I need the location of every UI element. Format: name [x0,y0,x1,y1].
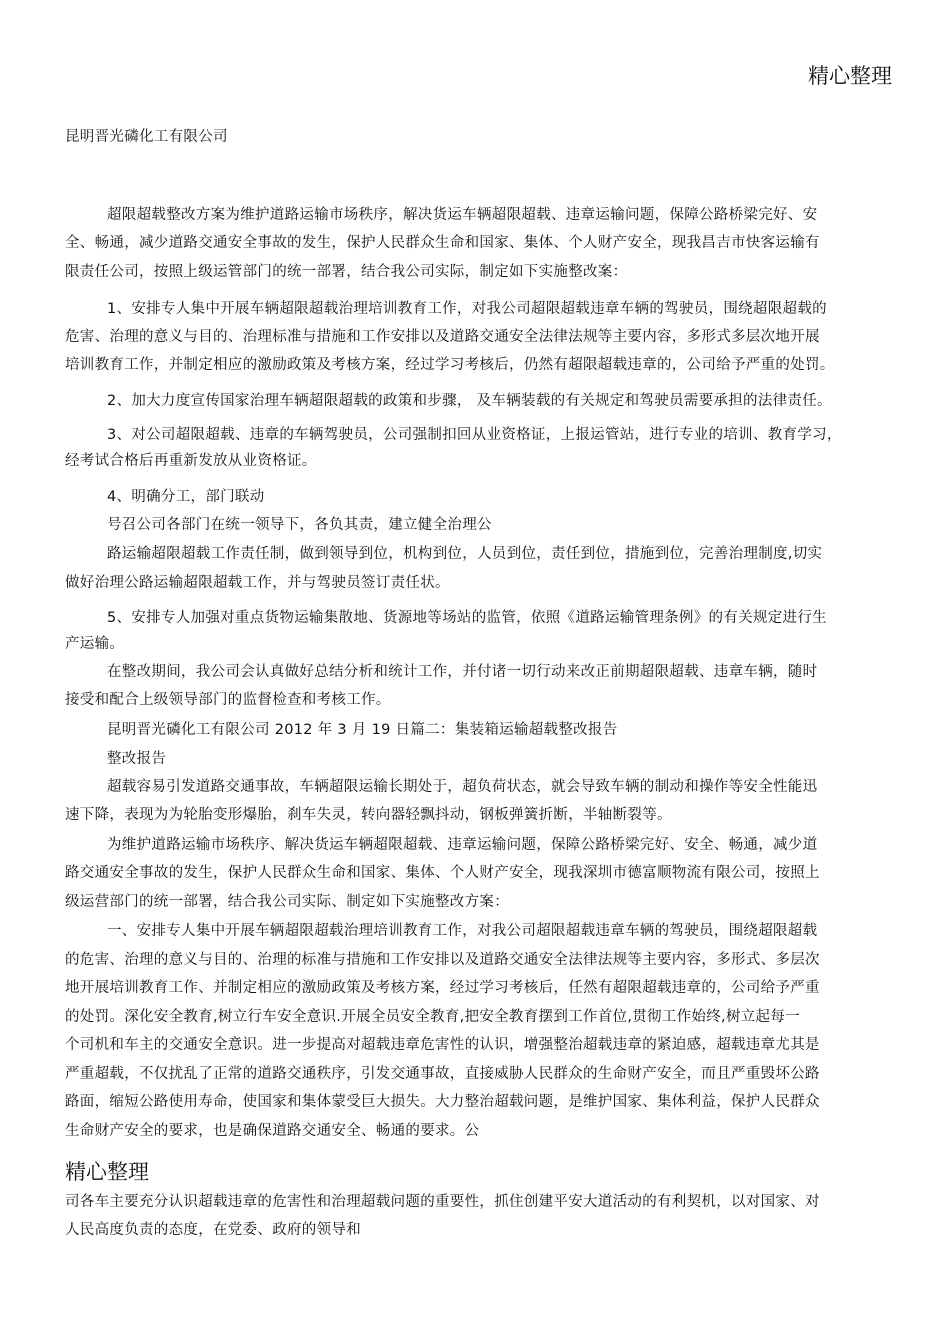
text-line: 生命财产安全的要求，也是确保道路交通安全、畅通的要求。公 [65,1123,480,1139]
text-line: 做好治理公路运输超限超载工作，并与驾驶员签订责任状。 [65,575,450,591]
text-line: 1、安排专人集中开展车辆超限超载治理培训教育工作，对我公司超限超载违章车辆的驾驶员，围绕超限超载的 [107,301,827,317]
text-line: 在整改期间，我公司会认真做好总结分析和统计工作，并付诸一切行动来改正前期超限超载、违章车辆，随时 [107,664,818,680]
company-name: 昆明晋光磷化工有限公司 [65,129,228,145]
text-line: 司各车主要充分认识超载违章的危害性和治理超载问题的重要性，抓住创建平安大道活动的有利契机，以对国家、对 [65,1194,820,1210]
text-line: 整改报告 [107,751,167,767]
text-line: 超载容易引发道路交通事故，车辆超限运输长期处于，超负荷状态，就会导致车辆的制动和操作等安全性能迅 [107,779,818,795]
text-line: 为维护道路运输市场秩序、解决货运车辆超限超载、违章运输问题，保障公路桥梁完好、安全、畅通，减少道 [107,837,818,853]
text-line: 培训教育工作，并制定相应的激励政策及考核方案，经过学习考核后，仍然有超限超载违章的，公司给予严重的处罚。 [65,357,835,373]
text-line: 接受和配合上级领导部门的监督检查和考核工作。 [65,692,391,708]
text-line: 路交通安全事故的发生，保护人民群众生命和国家、集体、个人财产安全，现我深圳市德富顺物流有限公司，按照上 [65,865,820,881]
section-header: 精心整理 [65,1160,149,1184]
text-line: 的处罚。深化安全教育,树立行车安全意识.开展全员安全教育,把安全教育摆到工作首位,贯彻工作始终,树立起每一 [65,1009,800,1025]
text-line: 昆明晋光磷化工有限公司 2012 年 3 月 19 日篇二：集装箱运输超载整改报告 [107,722,618,738]
text-line: 个司机和车主的交通安全意识。进一步提高对超载违章危害性的认识，增强整治超载违章的紧迫感，超载违章尤其是 [65,1037,820,1053]
text-line: 4、明确分工，部门联动 [107,489,265,505]
text-line: 号召公司各部门在统一领导下，各负其责，建立健全治理公 [107,517,492,533]
text-line: 级运营部门的统一部署，结合我公司实际、制定如下实施整改方案： [65,894,509,910]
text-line: 产运输。 [65,636,125,652]
text-line: 全、畅通，减少道路交通安全事故的发生，保护人民群众生命和国家、集体、个人财产安全，现我昌吉市快客运输有 [65,235,820,251]
text-line: 2、加大力度宣传国家治理车辆超限超载的政策和步骤， 及车辆装载的有关规定和驾驶员需要承担的法律责任。 [107,393,832,409]
text-line: 严重超载，不仅扰乱了正常的道路交通秩序，引发交通事故，直接威胁人民群众的生命财产安全，而且严重毁坏公路 [65,1066,820,1082]
text-line: 地开展培训教育工作、并制定相应的激励政策及考核方案，经过学习考核后，任然有超限超载违章的，公司给予严重 [65,980,820,996]
text-line: 路面，缩短公路使用寿命，使国家和集体蒙受巨大损失。大力整治超载问题，是维护国家、集体利益，保护人民群众 [65,1094,820,1110]
text-line: 一、安排专人集中开展车辆超限超载治理培训教育工作，对我公司超限超载违章车辆的驾驶员，围绕超限超载 [107,923,818,939]
text-line: 的危害、治理的意义与目的、治理的标准与措施和工作安排以及道路交通安全法律法规等主要内容，多形式、多层次 [65,952,820,968]
text-line: 速下降，表现为为轮胎变形爆胎，刹车失灵，转向器轻飘抖动，钢板弹簧折断，半轴断裂等。 [65,807,672,823]
text-line: 5、安排专人加强对重点货物运输集散地、货源地等场站的监管，依照《道路运输管理条例》的有关规定进行生 [107,610,827,626]
text-line: 人民高度负责的态度，在党委、政府的领导和 [65,1222,361,1238]
text-line: 限责任公司，按照上级运管部门的统一部署，结合我公司实际，制定如下实施整改案： [65,264,628,280]
page-header: 精心整理 [808,64,892,88]
text-line: 路运输超限超载工作责任制，做到领导到位，机构到位，人员到位，责任到位，措施到位，完善治理制度,切实 [107,546,823,562]
text-line: 3、对公司超限超载、违章的车辆驾驶员，公司强制扣回从业资格证，上报运管站，进行专业的培训、教育学习， [107,427,842,443]
text-line: 危害、治理的意义与目的、治理标准与措施和工作安排以及道路交通安全法律法规等主要内容，多形式多层次地开展 [65,329,820,345]
text-line: 超限超载整改方案为维护道路运输市场秩序，解决货运车辆超限超载、违章运输问题，保障公路桥梁完好、安 [107,207,818,223]
text-line: 经考试合格后再重新发放从业资格证。 [65,453,317,469]
